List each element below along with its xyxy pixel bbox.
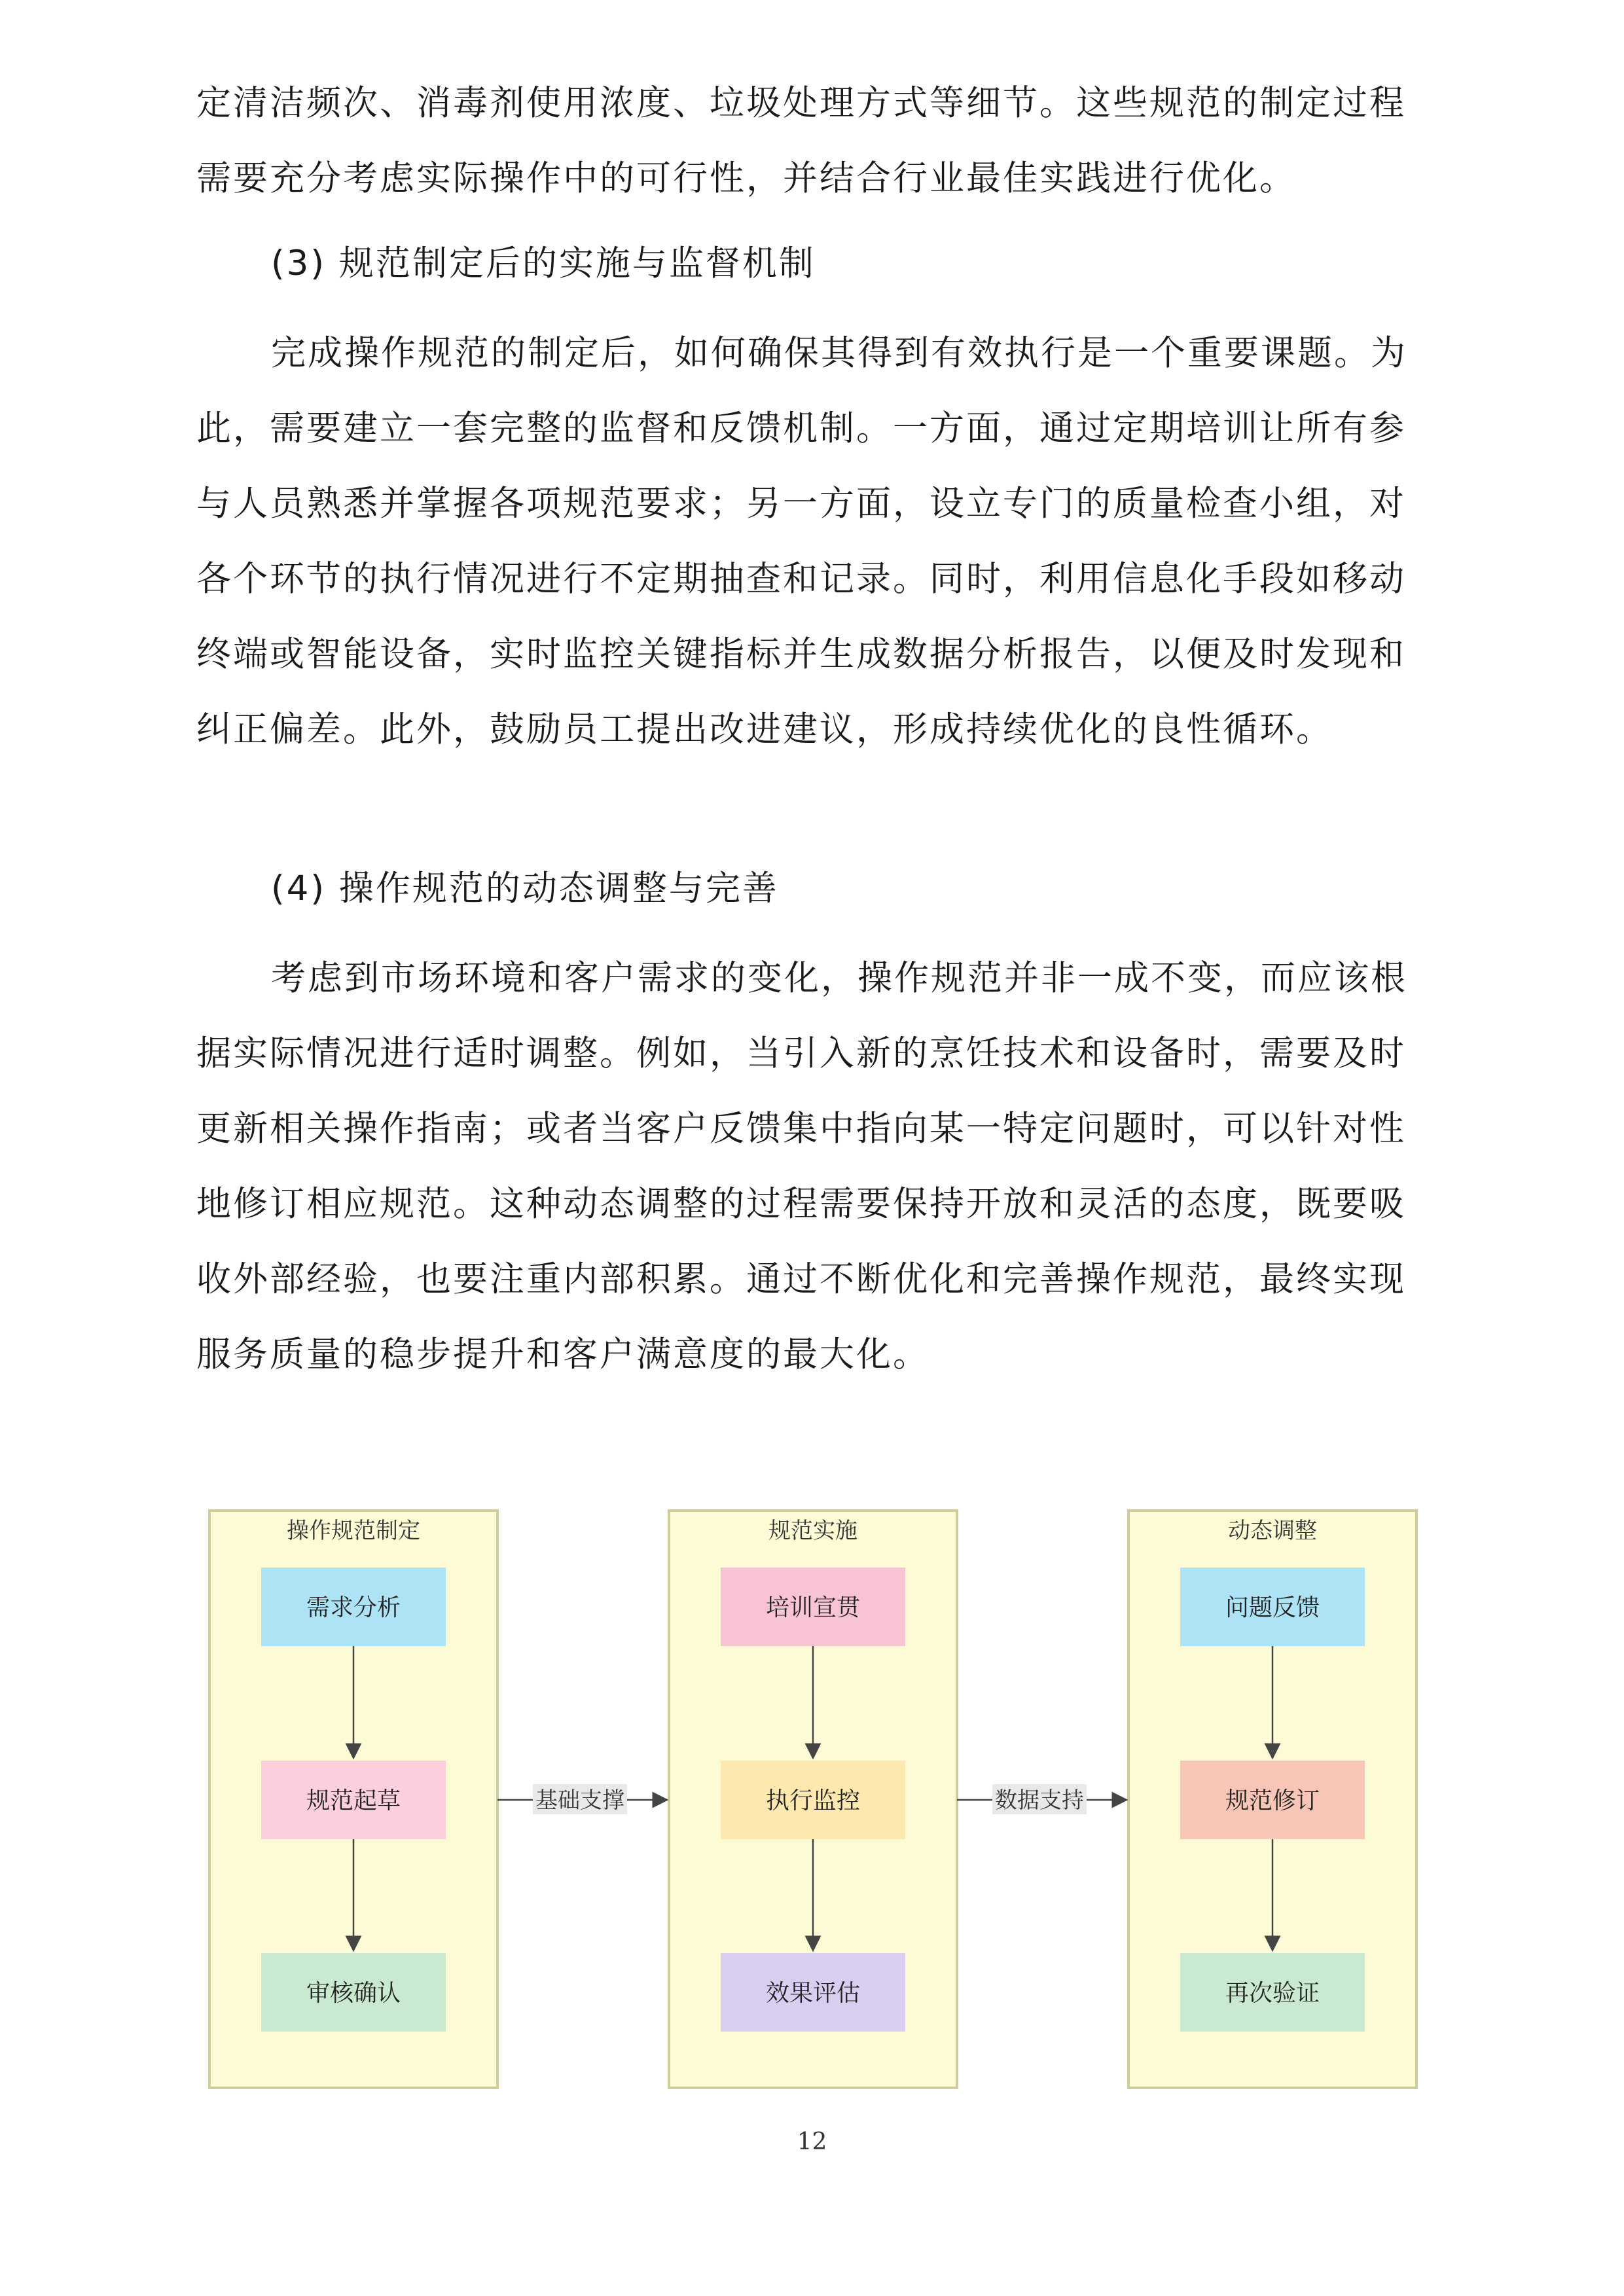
page-number: 12 [797,2128,827,2155]
link-label: 基础支撑 [535,1787,624,1814]
heading-text: (4) 操作规范的动态调整与完善 [271,869,779,908]
flow-group [209,1511,497,2088]
step-label: 问题反馈 [1225,1594,1320,1621]
step-label: 效果评估 [765,1980,861,2007]
heading-text: (3) 规范制定后的实施与监督机制 [271,243,816,283]
group-link [497,1784,667,1814]
group-link [957,1784,1127,1814]
step-label: 审核确认 [306,1980,401,2007]
step-label: 执行监控 [765,1787,861,1814]
paragraph-text: 考虑到市场环境和客户需求的变化，操作规范并非一成不变，而应该根据实际情况进行适时调整。例如，当引入新的烹饪技术和设备时，需要及时更新相关操作指南；或者当客户反馈集中指向某一特定问题时，可以针对性地修订相应规范。这种动态调整的过程需要保持开放和灵活的态度，既要吸收外部经验，也要注重内部积累。通过不断优化和完善操作规范，最终实现服务质量的稳步提升和客户满意度的最大化。 [196,958,1407,1374]
step-label: 再次验证 [1225,1980,1320,2007]
paragraph-text: 完成操作规范的制定后，如何确保其得到有效执行是一个重要课题。为此，需要建立一套完整的监督和反馈机制。一方面，通过定期培训让所有参与人员熟悉并掌握各项规范要求；另一方面，设立专门的质量检查小组，对各个环节的执行情况进行不定期抽查和记录。同时，利用信息化手段如移动终端或智能设备，实时监控关键指标并生成数据分析报告，以便及时发现和纠正偏差。此外，鼓励员工提出改进建议，形成持续优化的良性循环。 [196,333,1407,749]
paragraph-text: 定清洁频次、消毒剂使用浓度、垃圾处理方式等细节。这些规范的制定过程需要充分考虑实际操作中的可行性，并结合行业最佳实践进行优化。 [196,83,1406,198]
flow-group [669,1511,957,2088]
group-title: 规范实施 [768,1518,857,1544]
step-label: 规范起草 [306,1787,401,1814]
step-label: 规范修订 [1225,1787,1320,1814]
group-title: 操作规范制定 [287,1518,420,1544]
flow-group [1128,1511,1416,2088]
step-label: 需求分析 [306,1594,401,1621]
link-label: 数据支持 [995,1787,1084,1814]
step-label: 培训宣贯 [765,1594,861,1621]
group-title: 动态调整 [1228,1518,1317,1544]
